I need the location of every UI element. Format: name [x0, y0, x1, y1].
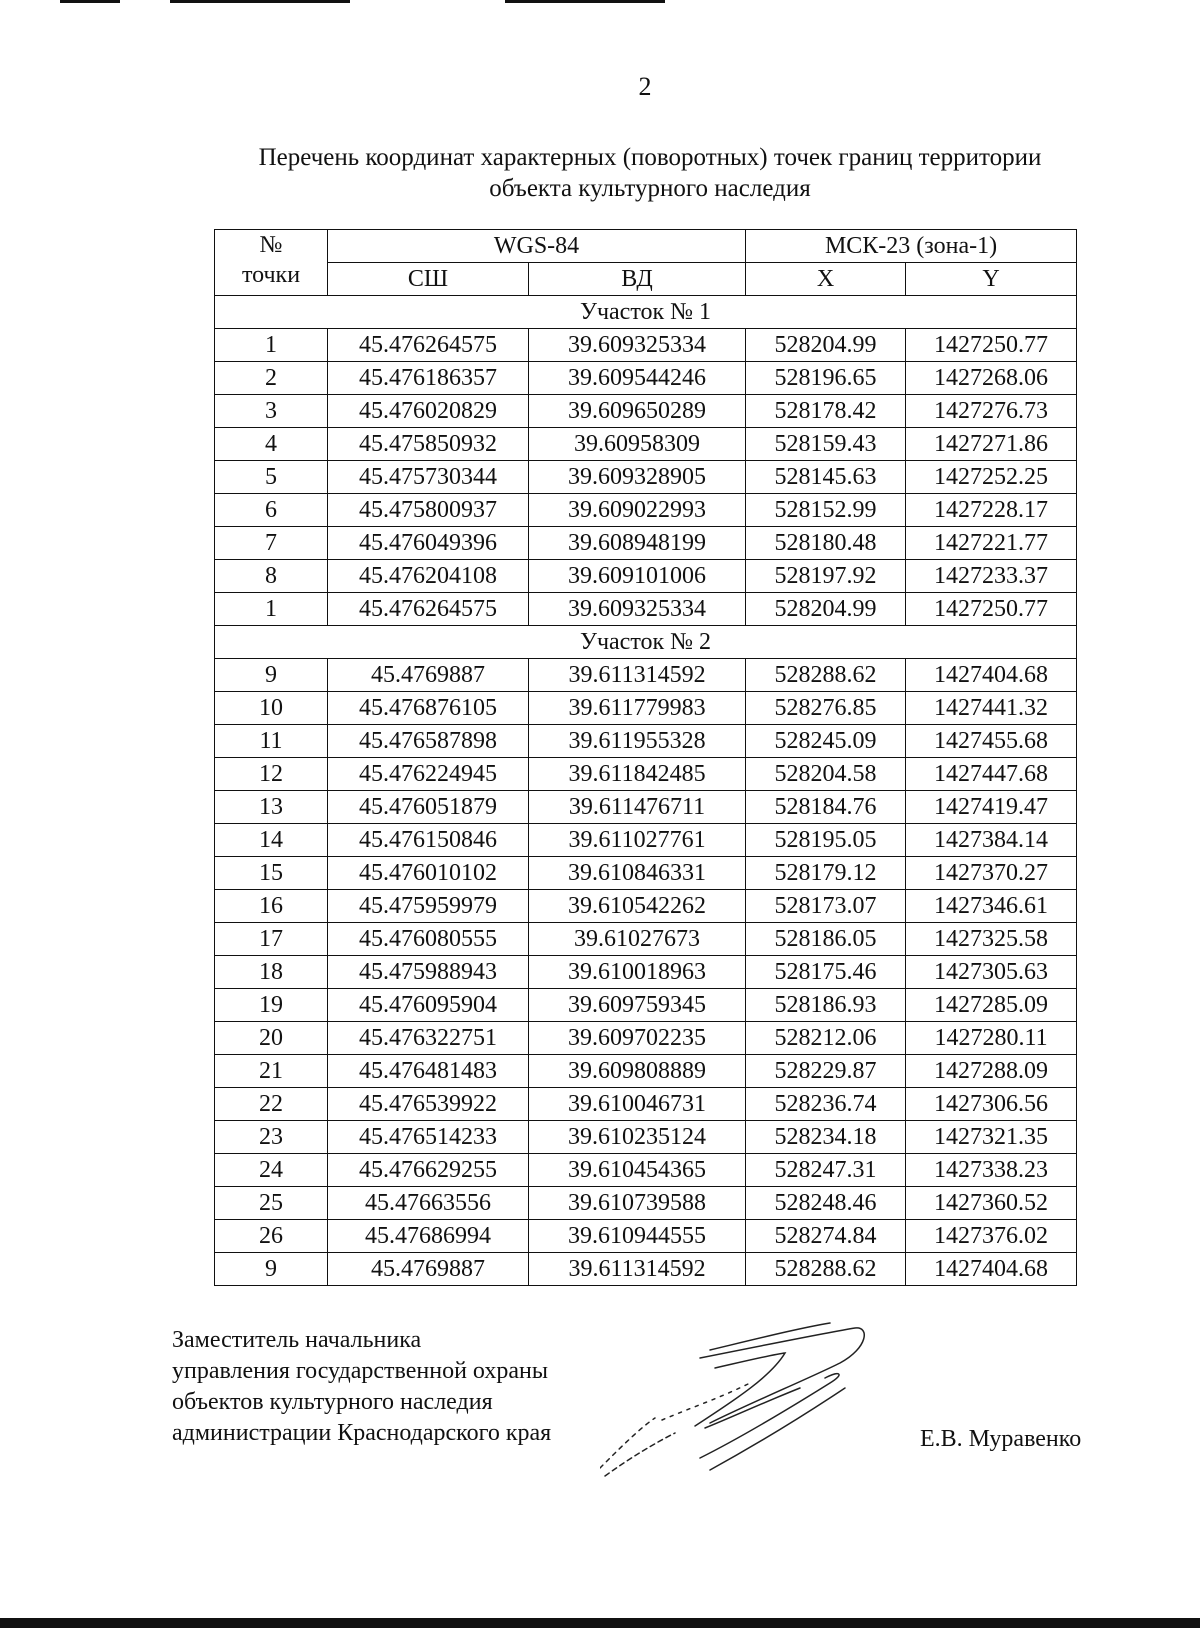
- x-cell: 528197.92: [746, 560, 906, 593]
- longitude-cell: 39.610235124: [529, 1121, 746, 1154]
- latitude-cell: 45.476080555: [328, 923, 529, 956]
- x-cell: 528288.62: [746, 659, 906, 692]
- table-row: [215, 989, 1077, 1022]
- x-cell: 528204.58: [746, 758, 906, 791]
- table-row: [215, 824, 1077, 857]
- latitude-cell: 45.476049396: [328, 527, 529, 560]
- table-row: [215, 758, 1077, 791]
- longitude-cell: 39.611314592: [529, 1253, 746, 1286]
- y-cell: 1427305.63: [906, 956, 1077, 989]
- x-cell: 528173.07: [746, 890, 906, 923]
- table-row: [215, 1121, 1077, 1154]
- latitude-cell: 45.476204108: [328, 560, 529, 593]
- longitude-cell: 39.610739588: [529, 1187, 746, 1220]
- table-row: [215, 956, 1077, 989]
- table-row: [215, 560, 1077, 593]
- section-row: [215, 296, 1077, 329]
- point-number-header-line-1: №: [259, 232, 283, 258]
- x-cell: 528212.06: [746, 1022, 906, 1055]
- longitude-cell: 39.61027673: [529, 923, 746, 956]
- y-cell: 1427280.11: [906, 1022, 1077, 1055]
- longitude-cell: 39.610018963: [529, 956, 746, 989]
- x-cell: 528236.74: [746, 1088, 906, 1121]
- point-number-cell: 3: [215, 395, 328, 428]
- latitude-cell: 45.475730344: [328, 461, 529, 494]
- table-header-row-1: [215, 230, 1077, 263]
- y-cell: 1427370.27: [906, 857, 1077, 890]
- longitude-cell: 39.60958309: [529, 428, 746, 461]
- x-cell: 528195.05: [746, 824, 906, 857]
- latitude-cell: 45.476539922: [328, 1088, 529, 1121]
- table-row: [215, 725, 1077, 758]
- longitude-cell: 39.611027761: [529, 824, 746, 857]
- point-number-cell: 11: [215, 725, 328, 758]
- point-number-cell: 4: [215, 428, 328, 461]
- longitude-cell: 39.610944555: [529, 1220, 746, 1253]
- table-row: [215, 857, 1077, 890]
- longitude-cell: 39.611779983: [529, 692, 746, 725]
- signer-position-line-1: Заместитель начальника: [172, 1327, 422, 1353]
- x-cell: 528178.42: [746, 395, 906, 428]
- x-cell: 528247.31: [746, 1154, 906, 1187]
- table-row: [215, 1187, 1077, 1220]
- table-row: [215, 593, 1077, 626]
- table-row: [215, 659, 1077, 692]
- latitude-cell: 45.476186357: [328, 362, 529, 395]
- point-number-cell: 20: [215, 1022, 328, 1055]
- table-row: [215, 692, 1077, 725]
- point-number-header-line-2: точки: [241, 262, 301, 288]
- longitude-cell: 39.611842485: [529, 758, 746, 791]
- latitude-cell: 45.4769887: [328, 1253, 529, 1286]
- longitude-cell: 39.609325334: [529, 329, 746, 362]
- longitude-cell: 39.610046731: [529, 1088, 746, 1121]
- point-number-cell: 18: [215, 956, 328, 989]
- signature-block: [172, 1325, 551, 1449]
- latitude-cell: 45.476264575: [328, 329, 529, 362]
- y-cell: 1427419.47: [906, 791, 1077, 824]
- point-number-cell: 16: [215, 890, 328, 923]
- point-number-cell: 6: [215, 494, 328, 527]
- y-cell: 1427250.77: [906, 329, 1077, 362]
- y-cell: 1427338.23: [906, 1154, 1077, 1187]
- x-cell: 528248.46: [746, 1187, 906, 1220]
- document-title-line-2: объекта культурного наследия: [489, 175, 811, 202]
- latitude-cell: 45.476020829: [328, 395, 529, 428]
- y-cell: 1427447.68: [906, 758, 1077, 791]
- signer-position-line-3: объектов культурного наследия: [172, 1389, 493, 1415]
- table-row: [215, 1220, 1077, 1253]
- coordinates-table: [214, 229, 1077, 1286]
- table-row: [215, 923, 1077, 956]
- x-header: X: [746, 263, 906, 296]
- document-title: [150, 142, 1150, 204]
- point-number-cell: 2: [215, 362, 328, 395]
- longitude-cell: 39.609022993: [529, 494, 746, 527]
- y-cell: 1427250.77: [906, 593, 1077, 626]
- signer-name: Е.В. Муравенко: [920, 1426, 1082, 1452]
- y-cell: 1427455.68: [906, 725, 1077, 758]
- x-cell: 528184.76: [746, 791, 906, 824]
- table-row: [215, 362, 1077, 395]
- latitude-cell: 45.475800937: [328, 494, 529, 527]
- point-number-cell: 12: [215, 758, 328, 791]
- y-cell: 1427285.09: [906, 989, 1077, 1022]
- point-number-cell: 10: [215, 692, 328, 725]
- scan-mark-top-1: [60, 0, 120, 3]
- scan-mark-top-2: [170, 0, 350, 3]
- latitude-cell: 45.4769887: [328, 659, 529, 692]
- latitude-cell: 45.47663556: [328, 1187, 529, 1220]
- point-number-cell: 5: [215, 461, 328, 494]
- point-number-cell: 9: [215, 659, 328, 692]
- x-cell: 528274.84: [746, 1220, 906, 1253]
- longitude-cell: 39.609325334: [529, 593, 746, 626]
- point-number-cell: 1: [215, 593, 328, 626]
- table-row: [215, 1055, 1077, 1088]
- x-cell: 528180.48: [746, 527, 906, 560]
- table-row: [215, 890, 1077, 923]
- x-cell: 528179.12: [746, 857, 906, 890]
- point-number-cell: 22: [215, 1088, 328, 1121]
- y-cell: 1427268.06: [906, 362, 1077, 395]
- point-number-cell: 24: [215, 1154, 328, 1187]
- longitude-cell: 39.609544246: [529, 362, 746, 395]
- y-cell: 1427404.68: [906, 659, 1077, 692]
- document-title-line-1: Перечень координат характерных (поворотных) точек границ территории: [258, 144, 1042, 171]
- latitude-cell: 45.476876105: [328, 692, 529, 725]
- section-title: Участок № 2: [215, 626, 1077, 659]
- point-number-header: [215, 230, 328, 296]
- latitude-cell: 45.476629255: [328, 1154, 529, 1187]
- longitude-cell: 39.611314592: [529, 659, 746, 692]
- y-cell: 1427288.09: [906, 1055, 1077, 1088]
- longitude-cell: 39.609101006: [529, 560, 746, 593]
- latitude-cell: 45.476264575: [328, 593, 529, 626]
- latitude-cell: 45.476587898: [328, 725, 529, 758]
- x-cell: 528145.63: [746, 461, 906, 494]
- table-row: [215, 1253, 1077, 1286]
- x-cell: 528186.93: [746, 989, 906, 1022]
- scan-mark-top-3: [505, 0, 665, 3]
- page-number: 2: [638, 72, 652, 101]
- x-cell: 528234.18: [746, 1121, 906, 1154]
- x-cell: 528152.99: [746, 494, 906, 527]
- point-number-cell: 26: [215, 1220, 328, 1253]
- latitude-cell: 45.475988943: [328, 956, 529, 989]
- signer-position-line-2: управления государственной охраны: [172, 1358, 548, 1384]
- longitude-cell: 39.608948199: [529, 527, 746, 560]
- latitude-header: СШ: [328, 263, 529, 296]
- table-row: [215, 791, 1077, 824]
- table-row: [215, 395, 1077, 428]
- y-cell: 1427325.58: [906, 923, 1077, 956]
- x-cell: 528159.43: [746, 428, 906, 461]
- point-number-cell: 19: [215, 989, 328, 1022]
- x-cell: 528245.09: [746, 725, 906, 758]
- point-number-cell: 23: [215, 1121, 328, 1154]
- point-number-cell: 17: [215, 923, 328, 956]
- y-cell: 1427252.25: [906, 461, 1077, 494]
- y-cell: 1427384.14: [906, 824, 1077, 857]
- latitude-cell: 45.475959979: [328, 890, 529, 923]
- y-cell: 1427346.61: [906, 890, 1077, 923]
- longitude-cell: 39.609328905: [529, 461, 746, 494]
- table-row: [215, 494, 1077, 527]
- y-cell: 1427221.77: [906, 527, 1077, 560]
- point-number-cell: 7: [215, 527, 328, 560]
- y-cell: 1427233.37: [906, 560, 1077, 593]
- section-row: [215, 626, 1077, 659]
- table-row: [215, 428, 1077, 461]
- latitude-cell: 45.476150846: [328, 824, 529, 857]
- point-number-cell: 21: [215, 1055, 328, 1088]
- table-row: [215, 527, 1077, 560]
- x-cell: 528204.99: [746, 593, 906, 626]
- point-number-cell: 9: [215, 1253, 328, 1286]
- longitude-cell: 39.611955328: [529, 725, 746, 758]
- longitude-cell: 39.610846331: [529, 857, 746, 890]
- longitude-cell: 39.609759345: [529, 989, 746, 1022]
- x-cell: 528276.85: [746, 692, 906, 725]
- y-cell: 1427306.56: [906, 1088, 1077, 1121]
- y-cell: 1427404.68: [906, 1253, 1077, 1286]
- wgs84-header: WGS-84: [328, 230, 746, 263]
- signer-position-line-4: администрации Краснодарского края: [172, 1420, 552, 1446]
- x-cell: 528196.65: [746, 362, 906, 395]
- longitude-header: ВД: [529, 263, 746, 296]
- table-row: [215, 461, 1077, 494]
- longitude-cell: 39.610454365: [529, 1154, 746, 1187]
- latitude-cell: 45.476095904: [328, 989, 529, 1022]
- longitude-cell: 39.611476711: [529, 791, 746, 824]
- msk23-header: МСК-23 (зона-1): [746, 230, 1077, 263]
- point-number-cell: 25: [215, 1187, 328, 1220]
- x-cell: 528186.05: [746, 923, 906, 956]
- latitude-cell: 45.476514233: [328, 1121, 529, 1154]
- longitude-cell: 39.609702235: [529, 1022, 746, 1055]
- y-cell: 1427376.02: [906, 1220, 1077, 1253]
- y-header: Y: [906, 263, 1077, 296]
- latitude-cell: 45.476481483: [328, 1055, 529, 1088]
- point-number-cell: 14: [215, 824, 328, 857]
- x-cell: 528204.99: [746, 329, 906, 362]
- table-row: [215, 329, 1077, 362]
- table-row: [215, 1088, 1077, 1121]
- table-row: [215, 1154, 1077, 1187]
- latitude-cell: 45.47686994: [328, 1220, 529, 1253]
- latitude-cell: 45.476322751: [328, 1022, 529, 1055]
- latitude-cell: 45.476051879: [328, 791, 529, 824]
- y-cell: 1427321.35: [906, 1121, 1077, 1154]
- y-cell: 1427276.73: [906, 395, 1077, 428]
- scan-mark-bottom: [0, 1618, 1200, 1628]
- y-cell: 1427271.86: [906, 428, 1077, 461]
- x-cell: 528288.62: [746, 1253, 906, 1286]
- x-cell: 528175.46: [746, 956, 906, 989]
- point-number-cell: 13: [215, 791, 328, 824]
- y-cell: 1427360.52: [906, 1187, 1077, 1220]
- longitude-cell: 39.610542262: [529, 890, 746, 923]
- point-number-cell: 15: [215, 857, 328, 890]
- y-cell: 1427441.32: [906, 692, 1077, 725]
- y-cell: 1427228.17: [906, 494, 1077, 527]
- table-header-row-2: [215, 263, 1077, 296]
- section-title: Участок № 1: [215, 296, 1077, 329]
- point-number-cell: 8: [215, 560, 328, 593]
- longitude-cell: 39.609808889: [529, 1055, 746, 1088]
- longitude-cell: 39.609650289: [529, 395, 746, 428]
- handwritten-signature-icon: [600, 1308, 900, 1483]
- latitude-cell: 45.476224945: [328, 758, 529, 791]
- x-cell: 528229.87: [746, 1055, 906, 1088]
- point-number-cell: 1: [215, 329, 328, 362]
- table-row: [215, 1022, 1077, 1055]
- latitude-cell: 45.475850932: [328, 428, 529, 461]
- latitude-cell: 45.476010102: [328, 857, 529, 890]
